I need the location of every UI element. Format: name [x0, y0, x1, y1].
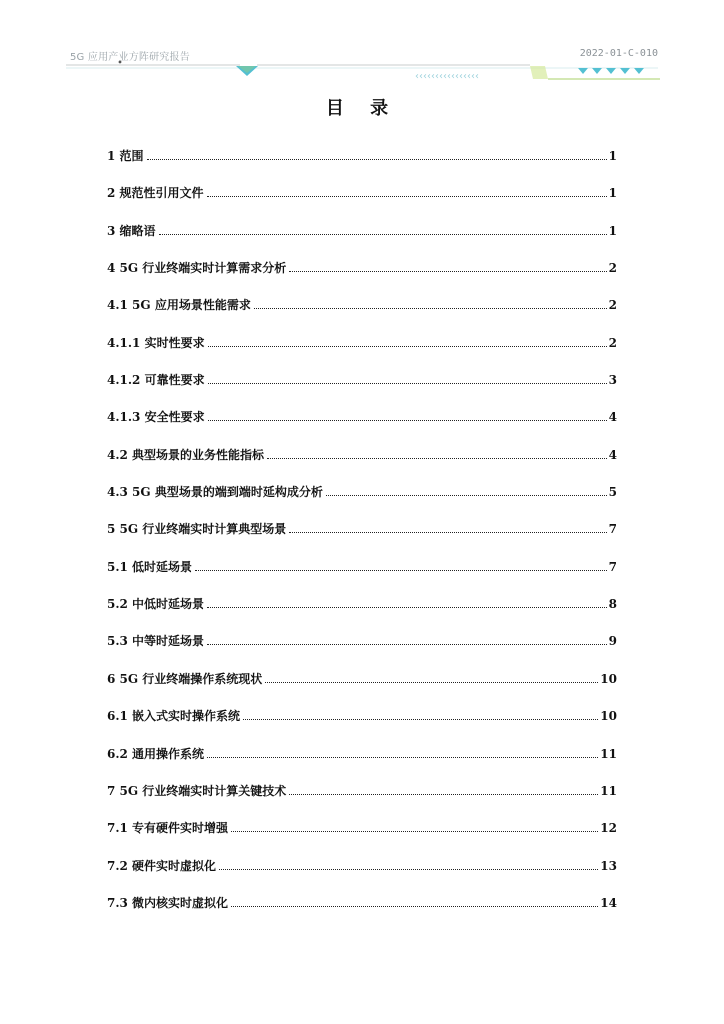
- toc-entry-page: 14: [600, 895, 617, 910]
- toc-entry[interactable]: [107, 817, 617, 854]
- toc-entry-page: 2: [608, 298, 617, 313]
- toc-entry[interactable]: [107, 892, 617, 929]
- toc-entry-page: 9: [608, 634, 617, 649]
- toc-entry-label: 7.1 专有硬件实时增强: [107, 821, 229, 836]
- table-of-contents: [107, 145, 617, 929]
- toc-entry[interactable]: [107, 257, 617, 294]
- toc-entry-label: 6 5G 行业终端操作系统现状: [107, 671, 263, 686]
- toc-dot-leader: [231, 818, 598, 832]
- toc-entry-page: 10: [600, 709, 617, 724]
- toc-entry-label: 7 5G 行业终端实时计算关键技术: [107, 783, 287, 798]
- toc-dot-leader: [159, 221, 607, 235]
- toc-entry-page: 10: [600, 671, 617, 686]
- toc-entry-label: 4.2 典型场景的业务性能指标: [107, 447, 265, 462]
- toc-entry[interactable]: [107, 294, 617, 331]
- toc-entry-page: 7: [608, 559, 617, 574]
- toc-dot-leader: [195, 557, 607, 571]
- toc-entry-page: 1: [608, 223, 617, 238]
- toc-entry-label: 5 5G 行业终端实时计算典型场景: [107, 522, 287, 537]
- toc-dot-leader: [207, 183, 607, 197]
- toc-entry-page: 1: [608, 149, 617, 163]
- toc-entry[interactable]: [107, 780, 617, 817]
- toc-entry[interactable]: [107, 518, 617, 555]
- toc-entry[interactable]: [107, 145, 617, 182]
- toc-entry-page: 13: [600, 858, 617, 873]
- toc-dot-leader: [289, 258, 606, 272]
- toc-entry-label: 4.1 5G 应用场景性能需求: [107, 298, 251, 313]
- toc-entry-label: 4 5G 行业终端实时计算需求分析: [107, 261, 287, 276]
- toc-entry[interactable]: [107, 668, 617, 705]
- header-chevrons: ‹‹‹‹‹‹‹‹‹‹‹‹‹‹‹‹: [415, 71, 479, 82]
- toc-dot-leader: [207, 594, 607, 608]
- toc-dot-leader: [243, 706, 598, 720]
- toc-entry-label: 4.1.2 可靠性要求: [107, 373, 205, 388]
- toc-entry[interactable]: [107, 556, 617, 593]
- toc-entry-label: 5.3 中等时延场景: [107, 634, 205, 649]
- toc-entry[interactable]: [107, 743, 617, 780]
- toc-dot-leader: [208, 370, 607, 384]
- toc-dot-leader: [254, 295, 607, 309]
- toc-entry-page: 5: [608, 485, 617, 500]
- toc-entry-page: 12: [600, 821, 617, 836]
- toc-entry-label: 4.1.1 实时性要求: [107, 335, 205, 350]
- toc-entry-page: 8: [608, 597, 617, 612]
- toc-entry-label: 4.3 5G 典型场景的端到端时延构成分析: [107, 485, 323, 500]
- toc-entry-page: 7: [608, 522, 617, 537]
- toc-entry-page: 11: [600, 746, 617, 761]
- toc-entry-page: 2: [608, 335, 617, 350]
- toc-dot-leader: [289, 781, 598, 795]
- toc-entry[interactable]: [107, 630, 617, 667]
- toc-dot-leader: [147, 146, 607, 160]
- toc-entry[interactable]: [107, 182, 617, 219]
- document-code: 2022-01-C-010: [579, 48, 658, 59]
- toc-dot-leader: [208, 333, 607, 347]
- toc-entry[interactable]: [107, 855, 617, 892]
- page-header: [0, 0, 724, 90]
- toc-entry-page: 1: [608, 186, 617, 201]
- toc-entry-page: 4: [608, 410, 617, 425]
- toc-entry-label: 4.1.3 安全性要求: [107, 410, 205, 425]
- toc-entry-label: 2 规范性引用文件: [107, 186, 204, 201]
- toc-entry-label: 6.2 通用操作系统: [107, 746, 205, 761]
- header-mini-tri-3: [606, 68, 616, 74]
- toc-entry[interactable]: [107, 705, 617, 742]
- toc-entry[interactable]: [107, 369, 617, 406]
- toc-entry-label: 1 范围: [107, 149, 144, 163]
- toc-dot-leader: [219, 856, 598, 870]
- toc-entry[interactable]: [107, 406, 617, 443]
- toc-dot-leader: [265, 669, 598, 683]
- toc-entry[interactable]: [107, 444, 617, 481]
- header-mini-tri-5: [634, 68, 644, 74]
- header-mini-tri-4: [620, 68, 630, 74]
- toc-dot-leader: [267, 445, 607, 459]
- document-title: 5G 应用产业方阵研究报告: [70, 52, 190, 63]
- toc-dot-leader: [207, 744, 598, 758]
- toc-entry-page: 11: [600, 783, 617, 798]
- toc-entry[interactable]: [107, 332, 617, 369]
- toc-dot-leader: [208, 407, 607, 421]
- header-green-block: [530, 66, 548, 79]
- toc-entry-page: 4: [608, 447, 617, 462]
- toc-entry[interactable]: [107, 481, 617, 518]
- header-mini-tri-2: [592, 68, 602, 74]
- toc-heading: 目 录: [325, 98, 399, 119]
- toc-entry-page: 2: [608, 261, 617, 276]
- toc-entry[interactable]: [107, 593, 617, 630]
- toc-entry-label: 7.3 微内核实时虚拟化: [107, 895, 229, 910]
- toc-entry-label: 5.1 低时延场景: [107, 559, 193, 574]
- toc-entry[interactable]: [107, 220, 617, 257]
- toc-dot-leader: [207, 631, 607, 645]
- toc-entry-label: 5.2 中低时延场景: [107, 597, 205, 612]
- toc-dot-leader: [289, 519, 606, 533]
- header-decoration: [0, 0, 724, 90]
- toc-dot-leader: [231, 893, 598, 907]
- toc-entry-label: 7.2 硬件实时虚拟化: [107, 858, 217, 873]
- header-mini-tri-1: [578, 68, 588, 74]
- toc-entry-page: 3: [608, 373, 617, 388]
- toc-entry-label: 3 缩略语: [107, 223, 156, 238]
- toc-dot-leader: [326, 482, 607, 496]
- toc-entry-label: 6.1 嵌入式实时操作系统: [107, 709, 241, 724]
